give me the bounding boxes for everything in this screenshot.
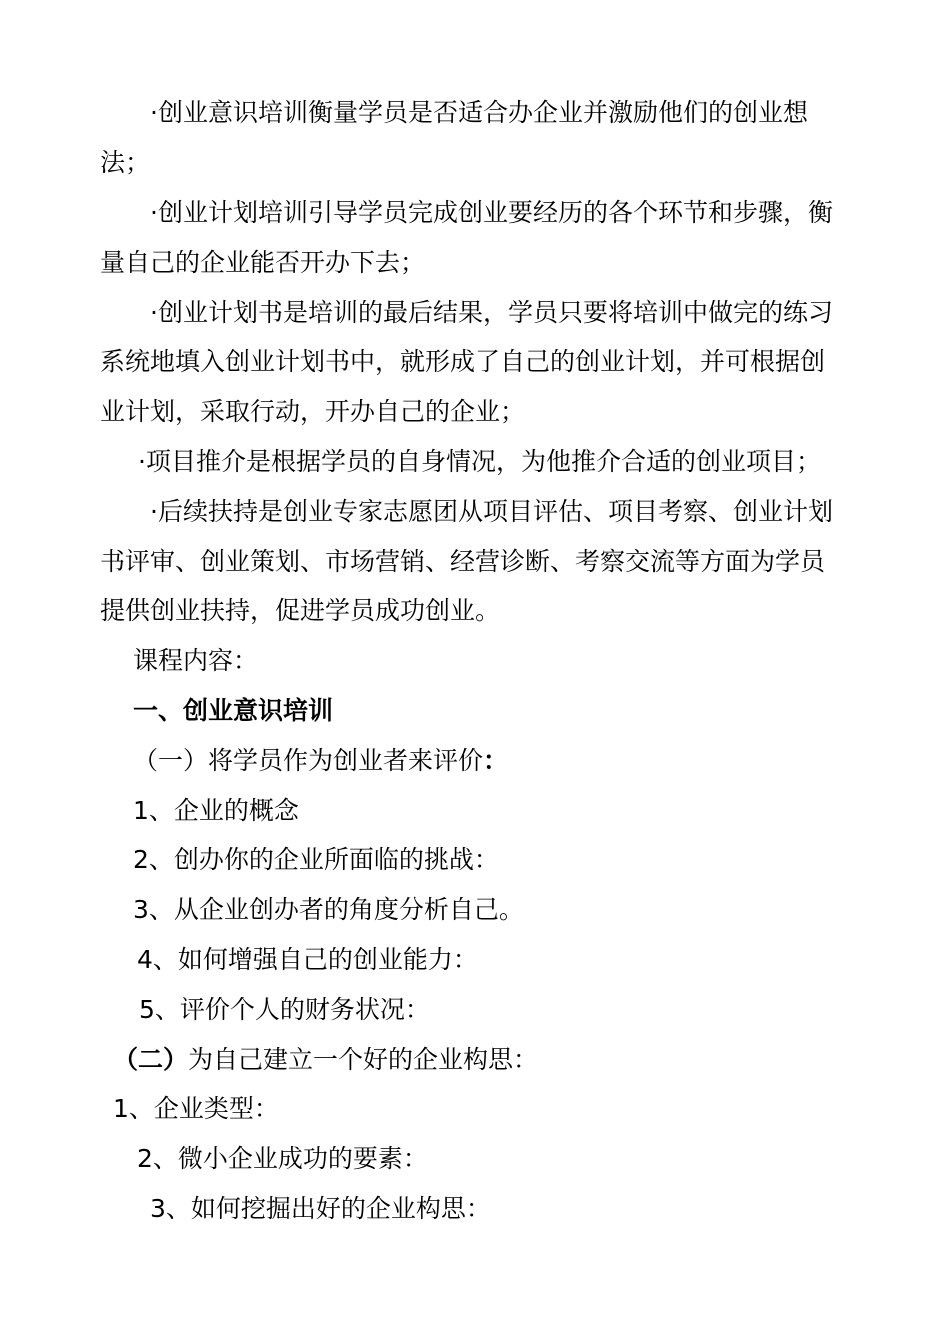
list-item: 1、企业的概念 [133, 796, 299, 825]
paragraph-3-line-1: ·创业计划书是培训的最后结果，学员只要将培训中做完的练习 [150, 298, 833, 327]
paragraph-2-line-1: ·创业计划培训引导学员完成创业要经历的各个环节和步骤，衡 [150, 198, 833, 227]
paragraph-5-line-2: 书评审、创业策划、市场营销、经营诊断、考察交流等方面为学员 [100, 547, 826, 576]
subsection-2-title-text: 为自己建立一个好的企业构思： [188, 1045, 539, 1074]
list-item: 4、如何增强自己的创业能力： [137, 945, 478, 974]
paragraph-4-line-1: ·项目推介是根据学员的自身情况，为他推介合适的创业项目； [138, 447, 821, 476]
list-item: 2、创办你的企业所面临的挑战： [133, 845, 499, 874]
paragraph-1-line-1: ·创业意识培训衡量学员是否适合办企业并激励他们的创业想 [150, 98, 808, 127]
subsection-2-title-mark: （二） [113, 1045, 189, 1074]
paragraph-2-line-2: 量自己的企业能否开办下去； [100, 248, 426, 277]
list-item: 3、从企业创办者的角度分析自己。 [133, 895, 524, 924]
list-item: 2、微小企业成功的要素： [137, 1144, 428, 1173]
list-item: 3、如何挖掘出好的企业构思： [150, 1194, 491, 1223]
course-content-label: 课程内容： [133, 646, 259, 675]
subsection-1-title [133, 746, 508, 776]
section-1-heading: 一、创业意识培训 [133, 696, 334, 725]
paragraph-1-line-2: 法； [100, 148, 151, 177]
list-item: 1、企业类型： [113, 1094, 279, 1123]
paragraph-3-line-2: 系统地填入创业计划书中，就形成了自己的创业计划，并可根据创 [100, 347, 826, 376]
paragraph-3-line-3: 业计划，采取行动，开办自己的企业； [100, 397, 526, 426]
subsection-1-title-text: （一）将学员作为创业者来评价 [133, 746, 484, 775]
paragraph-5-line-3: 提供创业扶持，促进学员成功创业。 [100, 596, 501, 625]
subsection-2-title [113, 1045, 538, 1075]
paragraph-5-line-1: ·后续扶持是创业专家志愿团从项目评估、项目考察、创业计划 [150, 497, 833, 526]
subsection-1-title-colon: ： [483, 746, 509, 775]
list-item: 5、评价个人的财务状况： [139, 995, 430, 1024]
